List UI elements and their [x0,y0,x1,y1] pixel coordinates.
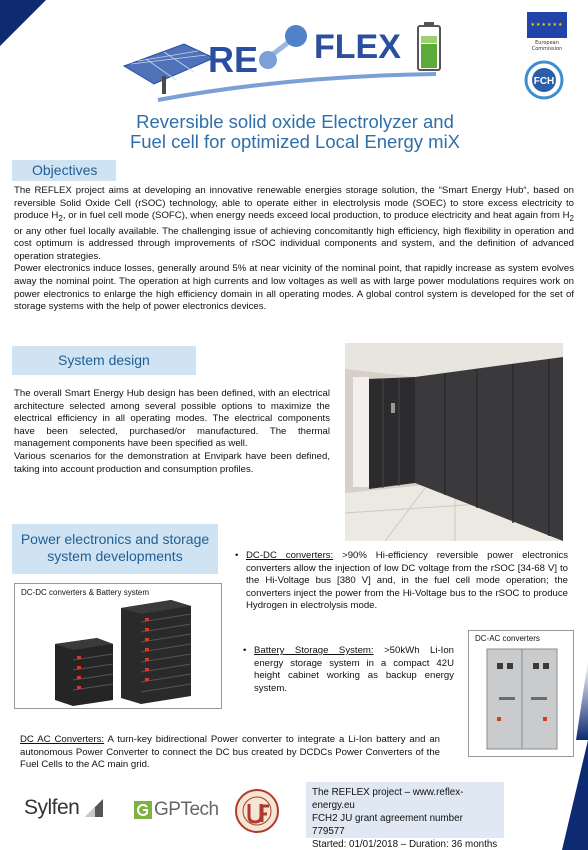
objectives-p1-part-c: or any other fuel locally available. The challenging issue of achieving concomitantly high efficiency, high flexibility in operation and cost optimum is addressed through improvements of rSOC individual components and system, and the definition of advanced operation strategies. [14,225,574,262]
system-design-paragraph-2: Various scenarios for the demonstration at Envipark have been defined, taking into account production and consumption profiles. [14,450,330,475]
bullet-battery-storage [243,645,454,695]
bullet-dot: • [235,550,239,561]
dcac-converters-text [20,734,440,772]
bullet-dcdc-converters [235,550,569,613]
solar-panel-icon [124,44,214,94]
objectives-paragraph-2: Power electronics induce losses, generally around 5% at near vicinity of the nominal point, that rapidly increase as system evolves away the nominal point. The operation at high currents and low voltages as well as with large power modulations requires work on power electronics to enlarge the high efficiency domain in all operating modes. A global control system is developed for the set of storage systems with the help of power electronics devices. [14,263,574,313]
gptech-text: GPTech [154,799,219,820]
dcac-description: A turn-key bidirectional Power converter to integrate a Li-Ion battery and an autonomous Power Converter to connect the DC bus created by DCDCs Power Converters of the Fuel Cells to the AC main grid. [20,734,440,771]
battery-storage-description: >50kWh Li-Ion energy storage system in a compact 42U height cabinet working as backup energy system. [254,645,454,694]
bullet-dot: • [243,645,247,656]
objectives-paragraph-1 [14,185,574,263]
molecule-icon [259,25,307,69]
gptech-logo [132,796,222,826]
system-design-heading: System design [12,346,196,375]
dcac-cabinet-image [483,647,561,753]
objectives-text [14,185,574,314]
fch-logo-text: FCH [533,76,555,87]
objectives-p1-part-a: The REFLEX project aims at developing an innovative renewable energies storage solution, the “Smart Energy Hub“, based on reversible Solid Oxide Cell (rSOC) technology, able to operate either in electrolysis mode (SOEC) to store excess electricity to produce H [14,185,574,222]
title-line-2: Fuel cell for optimized Local Energy miX [129,131,461,152]
project-website-line: The REFLEX project – www.reflex-energy.eu [312,787,464,811]
system-design-paragraph-1: The overall Smart Energy Hub design has been defined, with an electrical architecture selected among several possible options to maximize the electrical efficiency in all operating modes. The electrical components have been selected, purchased/or manufactured. The thermal management components have been specified as well. [14,388,330,450]
corner-decoration-top-left [0,0,46,46]
logo-flex-text: FLEX [314,28,401,66]
dcdc-description: >90% Hi-efficiency reversible power electronics converters allow the injection of low DC voltage from the rSOC [34-68 V] to the Hi-Voltage bus [380 V] and, in the fuel cell mode operation; the converters inject the power from the Hi-Voltage bus to the rSOC to produce Hydrogen in electrolysis mode. [246,550,569,612]
logo-re-text: RE [208,39,259,80]
power-electronics-heading [12,524,218,574]
battery-racks-image [41,600,201,706]
cabinet-room-photo [345,343,563,541]
power-heading-line-1: Power electronics and storage [20,531,210,547]
battery-icon [418,22,440,70]
dcac-figure-caption: DC-AC converters [475,634,540,643]
h2-subscript: 2 [569,214,574,224]
dcdc-figure-caption: DC-DC converters & Battery system [21,588,150,597]
project-dates-line: Started: 01/01/2018 – Duration: 36 months [312,839,498,850]
reflex-logo [118,14,448,102]
poster-title [60,112,530,152]
sylfen-mark-icon [85,799,103,817]
dcac-converters-figure [468,630,574,757]
grant-agreement-line: FCH2 JU grant agreement number 779577 [312,813,463,837]
gptech-mark-icon [134,801,152,819]
project-info-box [306,782,504,850]
dcdc-battery-figure [14,583,222,709]
dcac-label: DC AC Converters: [20,734,105,745]
battery-storage-label: Battery Storage System: [254,645,374,656]
system-design-text [14,388,330,476]
dcdc-label: DC-DC converters: [246,550,334,561]
h2-subscript: 2 [58,214,63,224]
power-heading-line-2: system developments [47,548,183,564]
fch-logo [524,60,564,100]
eu-label: European Commission [531,40,563,52]
sylfen-logo: Sylfen [24,796,80,819]
corner-decoration-fade [576,660,588,740]
university-seal-icon [234,786,280,836]
objectives-heading: Objectives [12,160,116,181]
objectives-p1-part-b: , or in fuel cell mode (SOFC), when energy needs exceed local production, to produce electricity and heat again from H [62,210,570,222]
eu-logo: ★★★★★★ European Commission [520,12,574,52]
title-line-1: Reversible solid oxide Electrolyzer and [136,111,454,132]
